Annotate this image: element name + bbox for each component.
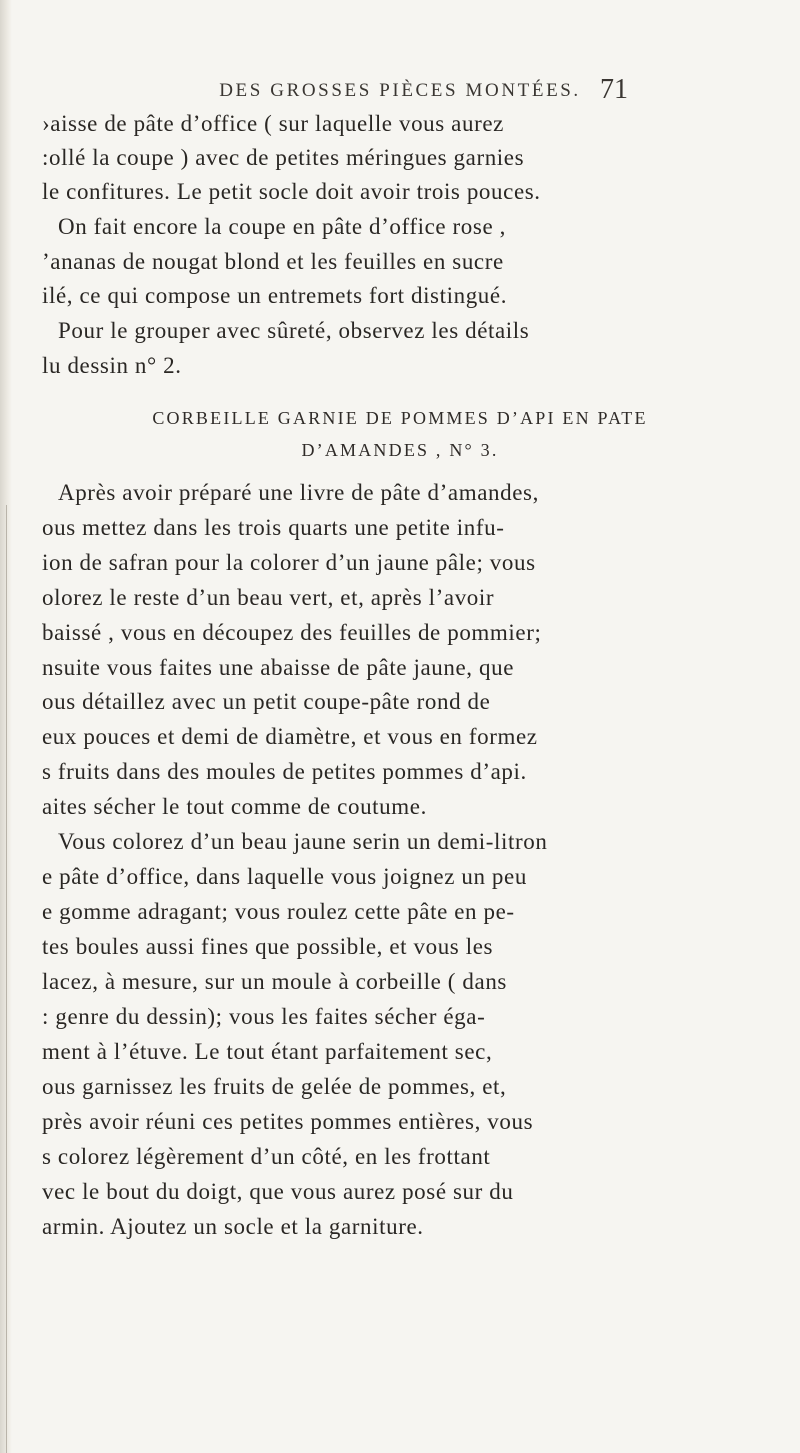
text-line: :ollé la coupe ) avec de petites méringues garnies — [42, 145, 525, 170]
text-line: ›aisse de pâte d’office ( sur laquelle vous aurez — [42, 111, 504, 136]
text-line: Vous colorez d’un beau jaune serin un demi-litron — [58, 829, 548, 854]
text-line: On fait encore la coupe en pâte d’office rose , — [58, 214, 506, 239]
text-line: nsuite vous faites une abaisse de pâte jaune, que — [42, 655, 515, 680]
text-line: s colorez légèrement d’un côté, en les frottant — [42, 1144, 491, 1169]
section-heading-line-1: CORBEILLE GARNIE DE POMMES D’API EN PATE — [152, 408, 648, 428]
text-line: olorez le reste d’un beau vert, et, après l’avoir — [42, 585, 495, 610]
text-line: ilé, ce qui compose un entremets fort distingué. — [42, 283, 508, 308]
text-line: aites sécher le tout comme de coutume. — [42, 794, 427, 819]
text-line: e gomme adragant; vous roulez cette pâte en pe- — [42, 899, 515, 924]
page-number: 71 — [600, 74, 628, 105]
running-header: DES GROSSES PIÈCES MONTÉES. — [219, 80, 581, 101]
text-line: : genre du dessin); vous les faites sécher éga- — [42, 1004, 486, 1029]
text-line: Pour le grouper avec sûreté, observez les détails — [58, 318, 530, 343]
text-line: vec le bout du doigt, que vous aurez posé sur du — [42, 1179, 514, 1204]
text-line: lu dessin n° 2. — [42, 353, 182, 378]
text-line: e pâte d’office, dans laquelle vous joignez un peu — [42, 864, 527, 889]
text-line: ion de safran pour la colorer d’un jaune pâle; vous — [42, 550, 536, 575]
text-line: près avoir réuni ces petites pommes entières, vous — [42, 1109, 534, 1134]
text-line: ous mettez dans les trois quarts une petite infu- — [42, 515, 505, 540]
page-gutter-edge — [6, 505, 7, 1453]
text-line: ous détaillez avec un petit coupe-pâte rond de — [42, 689, 491, 714]
text-line: baissé , vous en découpez des feuilles de pommier; — [42, 620, 542, 645]
text-line: ous garnissez les fruits de gelée de pommes, et, — [42, 1074, 507, 1099]
text-line: le confitures. Le petit socle doit avoir trois pouces. — [42, 179, 541, 204]
text-line: Après avoir préparé une livre de pâte d’amandes, — [58, 480, 539, 505]
text-line: ’ananas de nougat blond et les feuilles en sucre — [42, 249, 504, 274]
text-line: eux pouces et demi de diamètre, et vous en formez — [42, 724, 538, 749]
text-line: tes boules aussi fines que possible, et vous les — [42, 934, 494, 959]
section-heading-line-2: D’AMANDES , N° 3. — [301, 440, 499, 460]
text-line: s fruits dans des moules de petites pommes d’api. — [42, 759, 527, 784]
text-line: armin. Ajoutez un socle et la garniture. — [42, 1214, 424, 1239]
text-line: lacez, à mesure, sur un moule à corbeille ( dans — [42, 969, 507, 994]
text-line: ment à l’étuve. Le tout étant parfaitement sec, — [42, 1039, 493, 1064]
